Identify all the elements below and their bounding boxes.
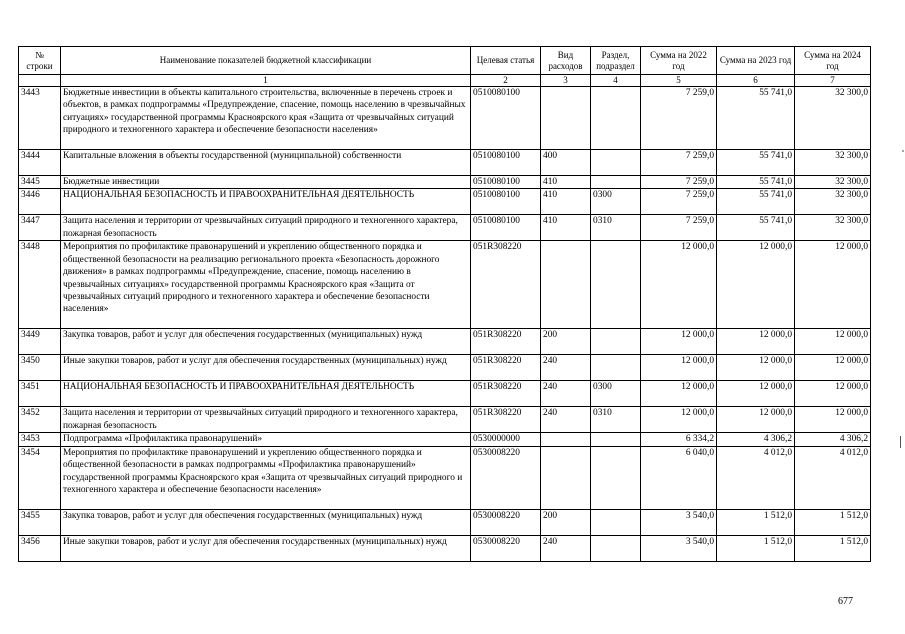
row-sum-2023: 55 741,0 bbox=[717, 189, 795, 215]
row-number: 3456 bbox=[19, 535, 61, 561]
row-vid: 240 bbox=[541, 355, 591, 381]
row-razdel: 0310 bbox=[591, 407, 641, 433]
row-sum-2024: 1 512,0 bbox=[795, 535, 871, 561]
row-vid: 410 bbox=[541, 176, 591, 189]
row-vid: 410 bbox=[541, 189, 591, 215]
row-name: Мероприятия по профилактике правонарушений и укреплению общественного порядка и общественной безопасности на реализацию регионального проекта «Безопасность дорожного движения» в рамках подпрограммы «Предупреждение, спасение, помощь населению в чрезвычайных ситуациях» государственной программы Красноярского края «Защита от чрезвычайных ситуаций природного и техногенного характера и обеспечение безопасности населения» bbox=[61, 241, 471, 329]
row-razdel bbox=[591, 87, 641, 150]
row-name: Капитальные вложения в объекты государственной (муниципальной) собственности bbox=[61, 150, 471, 176]
row-name: Защита населения и территории от чрезвычайных ситуаций природного и техногенного характера, пожарная безопасность bbox=[61, 407, 471, 433]
row-sum-2023: 55 741,0 bbox=[717, 215, 795, 241]
table-row bbox=[19, 355, 871, 381]
column-number: 1 bbox=[61, 75, 471, 87]
row-code: 0530008220 bbox=[471, 509, 541, 535]
row-razdel bbox=[591, 176, 641, 189]
header-vid: Вид расходов bbox=[541, 47, 591, 75]
row-sum-2024: 32 300,0 bbox=[795, 176, 871, 189]
row-name: Закупка товаров, работ и услуг для обеспечения государственных (муниципальных) нужд bbox=[61, 509, 471, 535]
row-number: 3453 bbox=[19, 433, 61, 446]
row-sum-2024: 32 300,0 bbox=[795, 150, 871, 176]
header-num: № строки bbox=[19, 47, 61, 75]
row-name: Иные закупки товаров, работ и услуг для обеспечения государственных (муниципальных) нужд bbox=[61, 355, 471, 381]
scan-mark bbox=[900, 436, 901, 448]
row-vid: 240 bbox=[541, 407, 591, 433]
row-vid bbox=[541, 433, 591, 446]
row-sum-2024: 32 300,0 bbox=[795, 87, 871, 150]
row-sum-2024: 12 000,0 bbox=[795, 355, 871, 381]
row-razdel bbox=[591, 355, 641, 381]
row-sum-2023: 12 000,0 bbox=[717, 355, 795, 381]
row-number: 3448 bbox=[19, 241, 61, 329]
table-row bbox=[19, 433, 871, 446]
row-sum-2024: 4 012,0 bbox=[795, 446, 871, 509]
row-razdel: 0300 bbox=[591, 189, 641, 215]
table-row bbox=[19, 509, 871, 535]
header-sum-2022: Сумма на 2022 год bbox=[641, 47, 717, 75]
row-name: НАЦИОНАЛЬНАЯ БЕЗОПАСНОСТЬ И ПРАВООХРАНИТЕЛЬНАЯ ДЕЯТЕЛЬНОСТЬ bbox=[61, 189, 471, 215]
column-number: 6 bbox=[717, 75, 795, 87]
row-razdel: 0300 bbox=[591, 381, 641, 407]
row-number: 3443 bbox=[19, 87, 61, 150]
row-sum-2024: 12 000,0 bbox=[795, 329, 871, 355]
column-number: 4 bbox=[591, 75, 641, 87]
row-name: Бюджетные инвестиции bbox=[61, 176, 471, 189]
row-sum-2023: 55 741,0 bbox=[717, 150, 795, 176]
table-row bbox=[19, 87, 871, 150]
row-number: 3446 bbox=[19, 189, 61, 215]
page-number: 677 bbox=[838, 596, 853, 607]
row-number: 3450 bbox=[19, 355, 61, 381]
row-number: 3445 bbox=[19, 176, 61, 189]
row-code: 0510080100 bbox=[471, 87, 541, 150]
table-row bbox=[19, 446, 871, 509]
row-sum-2022: 12 000,0 bbox=[641, 407, 717, 433]
row-vid bbox=[541, 241, 591, 329]
row-sum-2022: 7 259,0 bbox=[641, 176, 717, 189]
row-name: Подпрограмма «Профилактика правонарушений» bbox=[61, 433, 471, 446]
column-number: 2 bbox=[471, 75, 541, 87]
row-vid bbox=[541, 87, 591, 150]
table-row bbox=[19, 176, 871, 189]
row-vid: 240 bbox=[541, 381, 591, 407]
row-sum-2022: 12 000,0 bbox=[641, 355, 717, 381]
row-sum-2023: 1 512,0 bbox=[717, 509, 795, 535]
row-code: 051R308220 bbox=[471, 329, 541, 355]
table-row bbox=[19, 189, 871, 215]
scan-dot bbox=[902, 150, 904, 152]
row-code: 0510080100 bbox=[471, 176, 541, 189]
row-sum-2022: 6 040,0 bbox=[641, 446, 717, 509]
header-code: Целевая статья bbox=[471, 47, 541, 75]
row-number: 3444 bbox=[19, 150, 61, 176]
row-razdel bbox=[591, 329, 641, 355]
row-code: 051R308220 bbox=[471, 355, 541, 381]
column-number: 7 bbox=[795, 75, 871, 87]
table-row bbox=[19, 215, 871, 241]
row-sum-2023: 12 000,0 bbox=[717, 329, 795, 355]
header-razdel: Раздел, подраздел bbox=[591, 47, 641, 75]
row-vid: 200 bbox=[541, 329, 591, 355]
row-razdel bbox=[591, 509, 641, 535]
column-number: 5 bbox=[641, 75, 717, 87]
row-sum-2024: 1 512,0 bbox=[795, 509, 871, 535]
row-code: 0510080100 bbox=[471, 189, 541, 215]
row-sum-2023: 55 741,0 bbox=[717, 87, 795, 150]
row-code: 0510080100 bbox=[471, 215, 541, 241]
row-sum-2024: 12 000,0 bbox=[795, 381, 871, 407]
row-vid: 400 bbox=[541, 150, 591, 176]
row-sum-2022: 3 540,0 bbox=[641, 535, 717, 561]
row-sum-2022: 12 000,0 bbox=[641, 381, 717, 407]
row-razdel bbox=[591, 535, 641, 561]
row-sum-2022: 7 259,0 bbox=[641, 215, 717, 241]
row-sum-2023: 12 000,0 bbox=[717, 381, 795, 407]
row-number: 3451 bbox=[19, 381, 61, 407]
row-code: 051R308220 bbox=[471, 241, 541, 329]
table-row bbox=[19, 381, 871, 407]
row-number: 3454 bbox=[19, 446, 61, 509]
column-number-row bbox=[19, 75, 871, 87]
row-name: Бюджетные инвестиции в объекты капитального строительства, включенные в перечень строек и объектов, в рамках подпрограммы «Предупреждение, спасение, помощь населению в чрезвычайных ситуациях» государственной программы Красноярского края «Защита от чрезвычайных ситуаций природного и техногенного характера и обеспечение безопасности населения» bbox=[61, 87, 471, 150]
header-sum-2023: Сумма на 2023 год bbox=[717, 47, 795, 75]
table-row bbox=[19, 329, 871, 355]
row-number: 3455 bbox=[19, 509, 61, 535]
row-name: Иные закупки товаров, работ и услуг для обеспечения государственных (муниципальных) нужд bbox=[61, 535, 471, 561]
table-row bbox=[19, 535, 871, 561]
row-sum-2023: 55 741,0 bbox=[717, 176, 795, 189]
row-code: 0530008220 bbox=[471, 535, 541, 561]
row-sum-2023: 4 012,0 bbox=[717, 446, 795, 509]
row-sum-2024: 12 000,0 bbox=[795, 241, 871, 329]
row-code: 0530000000 bbox=[471, 433, 541, 446]
row-name: Защита населения и территории от чрезвычайных ситуаций природного и техногенного характера, пожарная безопасность bbox=[61, 215, 471, 241]
row-sum-2022: 6 334,2 bbox=[641, 433, 717, 446]
row-vid: 410 bbox=[541, 215, 591, 241]
row-number: 3449 bbox=[19, 329, 61, 355]
row-sum-2023: 12 000,0 bbox=[717, 241, 795, 329]
row-razdel bbox=[591, 241, 641, 329]
row-sum-2022: 7 259,0 bbox=[641, 150, 717, 176]
row-number: 3452 bbox=[19, 407, 61, 433]
row-code: 0530008220 bbox=[471, 446, 541, 509]
table-row bbox=[19, 150, 871, 176]
row-number: 3447 bbox=[19, 215, 61, 241]
row-code: 051R308220 bbox=[471, 381, 541, 407]
row-sum-2024: 32 300,0 bbox=[795, 215, 871, 241]
row-sum-2022: 7 259,0 bbox=[641, 189, 717, 215]
row-sum-2023: 12 000,0 bbox=[717, 407, 795, 433]
row-vid bbox=[541, 446, 591, 509]
row-sum-2023: 4 306,2 bbox=[717, 433, 795, 446]
row-sum-2022: 3 540,0 bbox=[641, 509, 717, 535]
row-sum-2024: 4 306,2 bbox=[795, 433, 871, 446]
row-sum-2024: 32 300,0 bbox=[795, 189, 871, 215]
row-sum-2022: 12 000,0 bbox=[641, 329, 717, 355]
row-code: 0510080100 bbox=[471, 150, 541, 176]
row-razdel bbox=[591, 150, 641, 176]
row-name: Мероприятия по профилактике правонарушений и укреплению общественного порядка и общественной безопасности в рамках подпрограммы «Профилактика правонарушений» государственной программы Красноярского края «Защита от чрезвычайных ситуаций природного и техногенного характера и обеспечение безопасности населения» bbox=[61, 446, 471, 509]
row-sum-2023: 1 512,0 bbox=[717, 535, 795, 561]
row-sum-2022: 7 259,0 bbox=[641, 87, 717, 150]
row-vid: 200 bbox=[541, 509, 591, 535]
row-sum-2022: 12 000,0 bbox=[641, 241, 717, 329]
column-number bbox=[19, 75, 61, 87]
row-sum-2024: 12 000,0 bbox=[795, 407, 871, 433]
column-number: 3 bbox=[541, 75, 591, 87]
row-code: 051R308220 bbox=[471, 407, 541, 433]
budget-table bbox=[18, 46, 871, 562]
table-row bbox=[19, 241, 871, 329]
row-razdel: 0310 bbox=[591, 215, 641, 241]
row-name: НАЦИОНАЛЬНАЯ БЕЗОПАСНОСТЬ И ПРАВООХРАНИТЕЛЬНАЯ ДЕЯТЕЛЬНОСТЬ bbox=[61, 381, 471, 407]
row-razdel bbox=[591, 446, 641, 509]
header-name: Наименование показателей бюджетной классификации bbox=[61, 47, 471, 75]
table-row bbox=[19, 407, 871, 433]
row-razdel bbox=[591, 433, 641, 446]
header-sum-2024: Сумма на 2024 год bbox=[795, 47, 871, 75]
row-vid: 240 bbox=[541, 535, 591, 561]
row-name: Закупка товаров, работ и услуг для обеспечения государственных (муниципальных) нужд bbox=[61, 329, 471, 355]
table-header-row bbox=[19, 47, 871, 75]
